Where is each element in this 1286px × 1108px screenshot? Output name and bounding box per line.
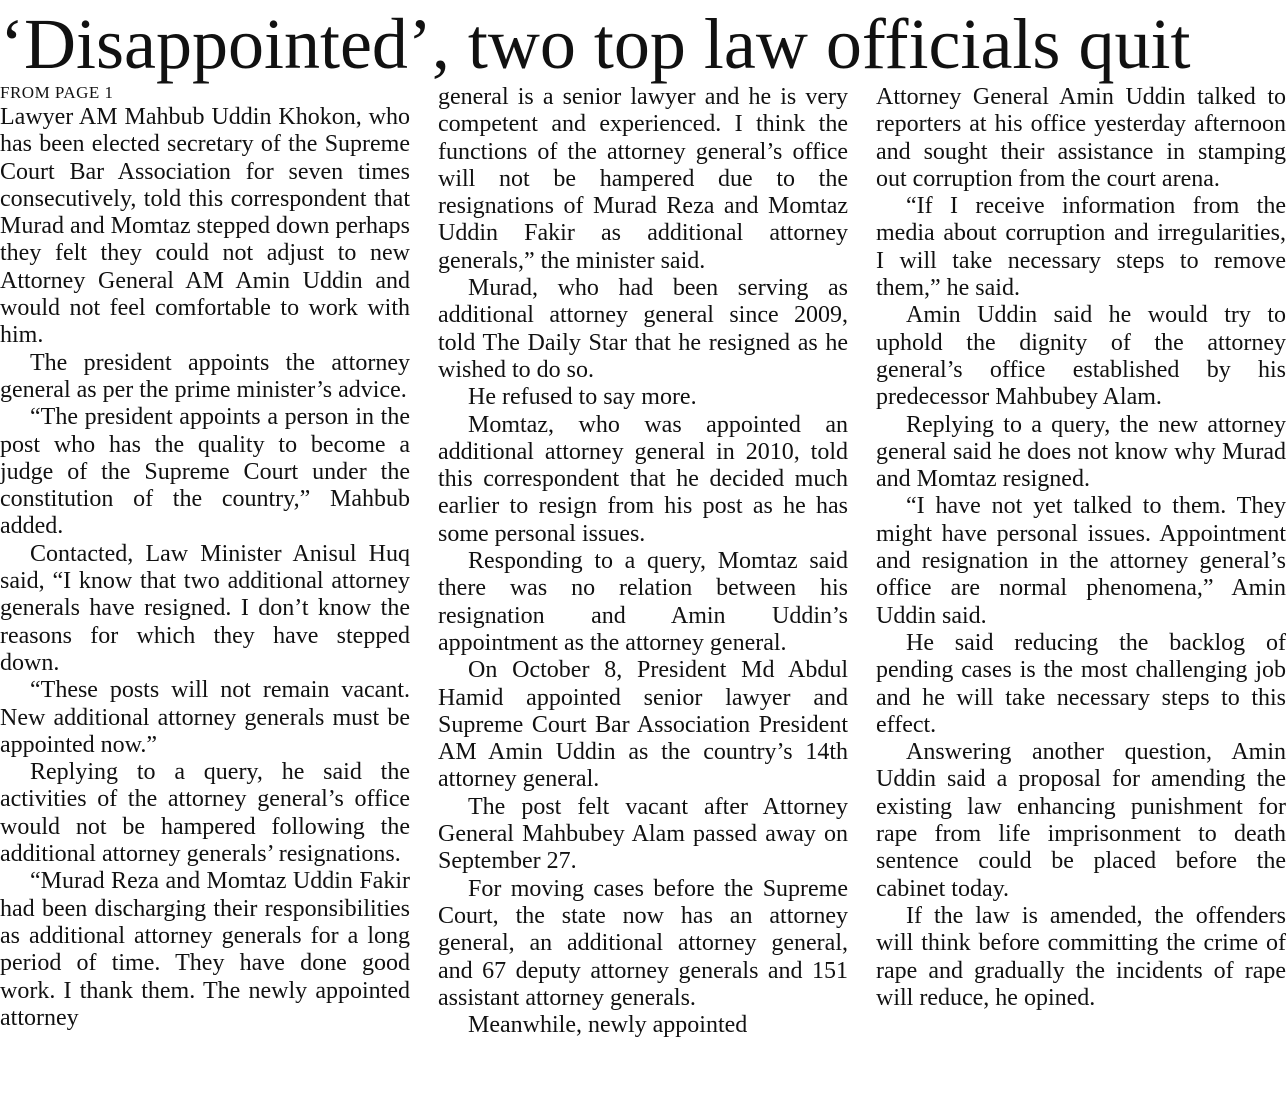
paragraph: If the law is amended, the offenders will think before committing the crime of rape and gradually the incidents of rape will reduce, he opined. [876,902,1286,1011]
paragraph: For moving cases before the Supreme Court, the state now has an attorney general, an additional attorney general, and 67 deputy attorney generals and 151 assistant attorney generals. [438,875,848,1011]
headline: ‘Disappointed’, two top law officials quit [0,4,1191,84]
paragraph: general is a senior lawyer and he is very competent and experienced. I think the functions of the attorney general’s office will not be hampered due to the resignations of Murad Reza and Momtaz Uddin Fakir as additional attorney generals,” the minister said. [438,84,848,274]
paragraph: “If I receive information from the media about corruption and irregularities, I will take necessary steps to remove them,” he said. [876,193,1286,302]
article-column-3 [876,84,1286,1108]
paragraph: “Murad Reza and Momtaz Uddin Fakir had been discharging their responsibilities as additional attorney generals for a long period of time. They have done good work. I thank them. The newly appointed attorney [0,868,410,1031]
paragraph: He refused to say more. [468,384,697,411]
paragraph: He said reducing the backlog of pending cases is the most challenging job and he will take necessary steps to this effect. [876,629,1286,738]
paragraph: Meanwhile, newly appointed [468,1012,748,1039]
paragraph: Replying to a query, he said the activities of the attorney general’s office would not be hampered following the additional attorney generals’ resignations. [0,759,410,868]
paragraph: Momtaz, who was appointed an additional attorney general in 2010, told this correspondent that he decided much earlier to resign from his post as he has some personal issues. [438,411,848,547]
paragraph: “I have not yet talked to them. They might have personal issues. Appointment and resignation in the attorney general’s office are normal phenomena,” Amin Uddin said. [876,493,1286,629]
paragraph: Contacted, Law Minister Anisul Huq said, “I know that two additional attorney generals have resigned. I don’t know the reasons for which they have stepped down. [0,540,410,676]
paragraph: “These posts will not remain vacant. New additional attorney generals must be appointed now.” [0,677,410,758]
paragraph: The president appoints the attorney general as per the prime minister’s advice. [0,349,410,403]
paragraph: Responding to a query, Momtaz said there was no relation between his resignation and Amin Uddin’s appointment as the attorney general. [438,548,848,656]
paragraph: Amin Uddin said he would try to uphold the dignity of the attorney general’s office established by his predecessor Mahbubey Alam. [876,302,1286,411]
paragraph: Lawyer AM Mahbub Uddin Khokon, who has been elected secretary of the Supreme Court Bar Association for seven times consecutively, told this correspondent that Murad and Momtaz stepped down perhaps they felt they could not adjust to new Attorney General AM Amin Uddin and would not feel comfortable to work with him. [0,104,410,349]
paragraph: Answering another question, Amin Uddin said a proposal for amending the existing law enhancing punishment for rape from life imprisonment to death sentence could be placed before the cabinet today. [876,739,1286,902]
paragraph: “The president appoints a person in the post who has the quality to become a judge of the Supreme Court under the constitution of the country,” Mahbub added. [0,404,410,540]
paragraph: Murad, who had been serving as additional attorney general since 2009, told The Daily Star that he resigned as he wished to do so. [438,275,848,383]
paragraph: The post felt vacant after Attorney General Mahbubey Alam passed away on September 27. [438,793,848,875]
article-column-1 [0,82,410,1106]
paragraph: On October 8, President Md Abdul Hamid appointed senior lawyer and Supreme Court Bar Association President AM Amin Uddin as the country’s 14th attorney general. [438,657,848,793]
from-page-kicker: FROM PAGE 1 [0,83,114,102]
paragraph: Replying to a query, the new attorney general said he does not know why Murad and Momtaz resigned. [876,411,1286,493]
article-column-2 [438,84,848,1108]
paragraph: Attorney General Amin Uddin talked to reporters at his office yesterday afternoon and sought their assistance in stamping out corruption from the court arena. [876,84,1286,192]
